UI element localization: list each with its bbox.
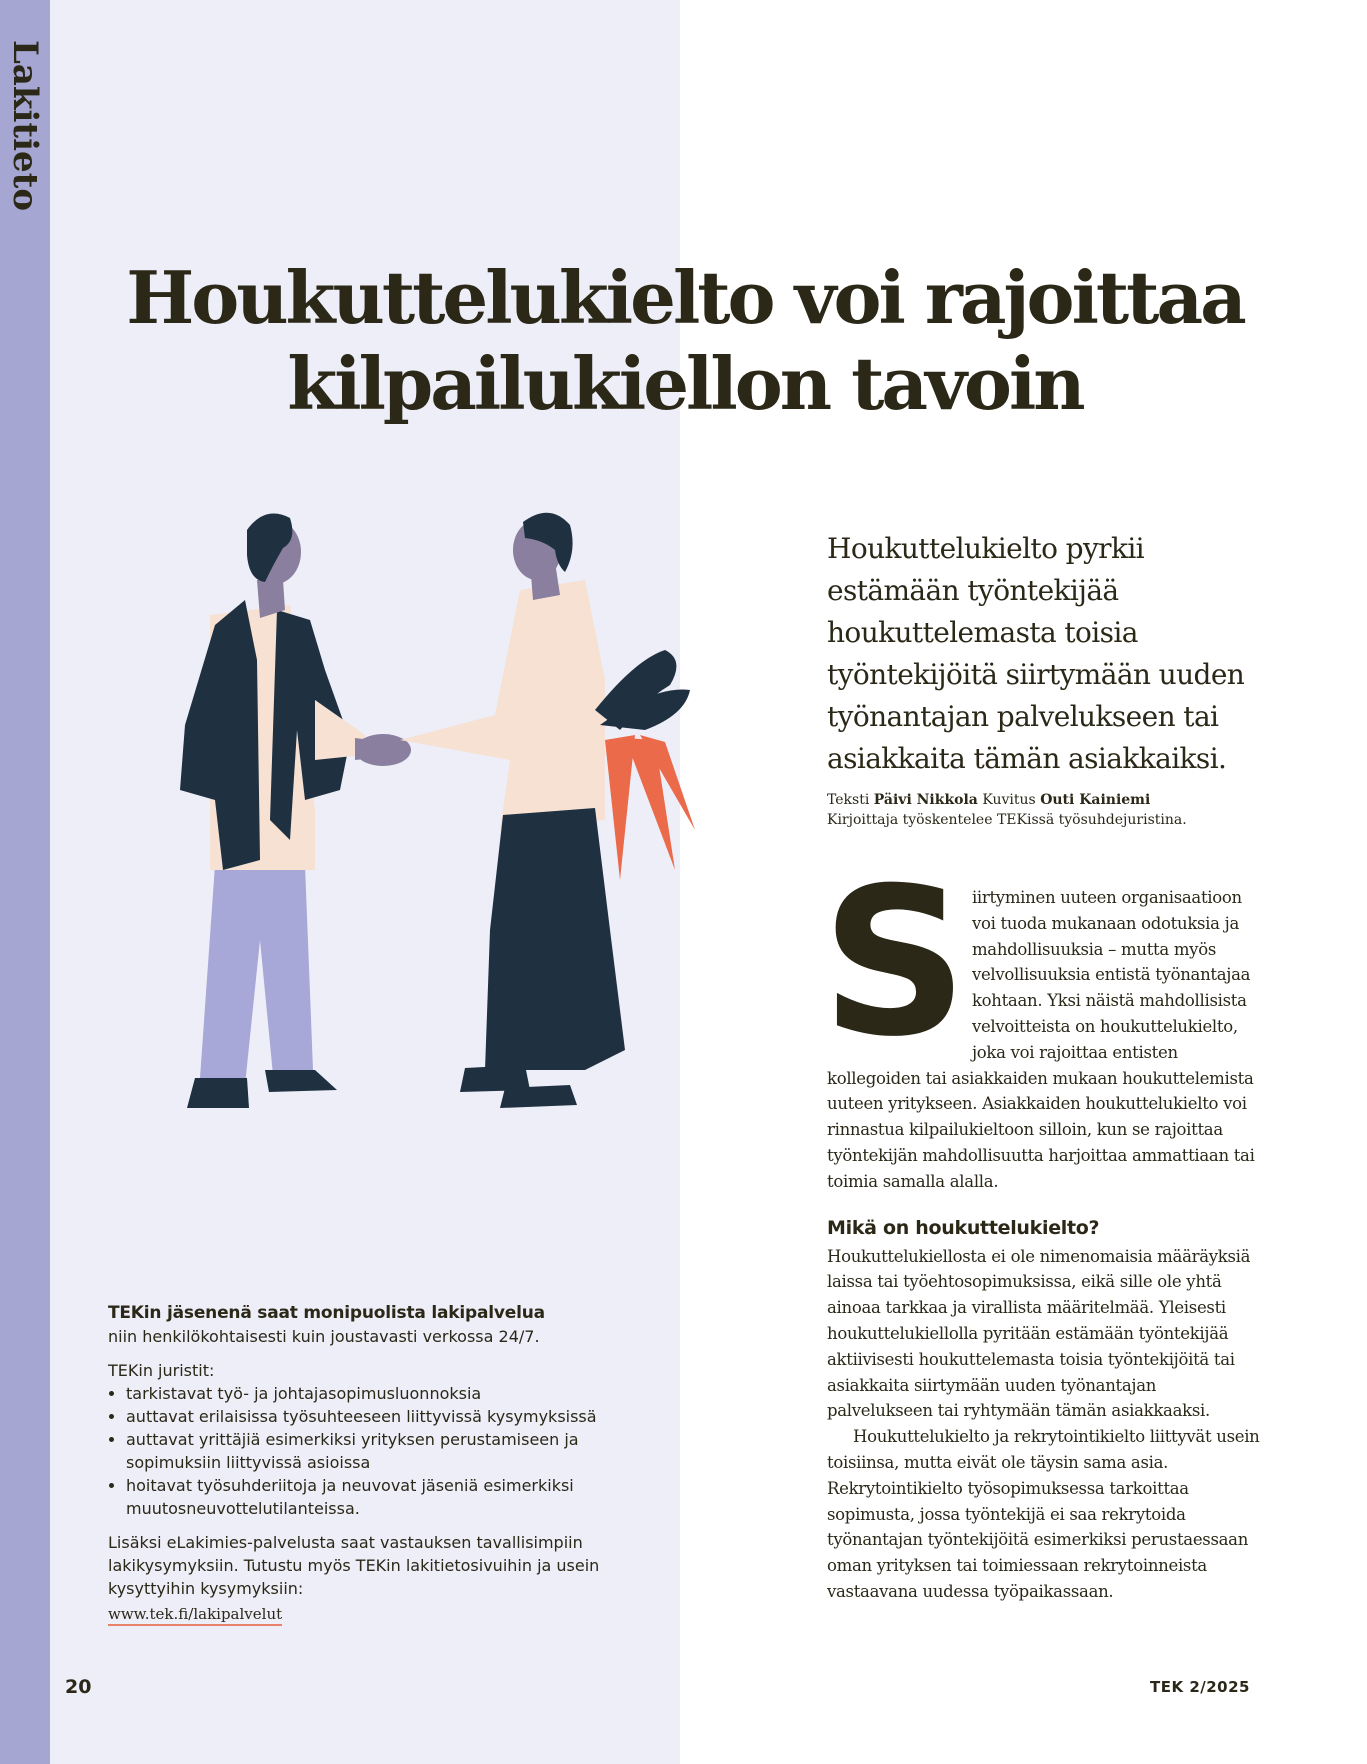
list-item: • hoitavat työsuhderiitoja ja neuvovat jäseniä esimerkiksi muutosneuvottelutilanteissa. bbox=[126, 1474, 628, 1520]
list-item: • auttavat yrittäjiä esimerkiksi yrityksen perustamiseen ja sopimuksiin liittyvissä asioissa bbox=[126, 1428, 628, 1474]
body-paragraph-1-text: iirtyminen uuteen organisaatioon voi tuoda mukanaan odotuksia ja mahdollisuuksia – mutta myös velvollisuuksia entistä työnantajaa kohtaan. Yksi näistä mahdollisista velvoitteista on houkuttelukielto, joka voi rajoittaa entisten kollegoiden tai asiakkaiden mukaan houkuttelemista uuteen yritykseen. Asiakkaiden houkuttelukielto voi rinnastua kilpailukieltoon silloin, kun se rajoittaa työntekijän mahdollisuutta harjoittaa ammattiaan tai toimia samalla alalla. bbox=[827, 888, 1255, 1191]
text-label: Teksti bbox=[827, 792, 870, 808]
body-paragraph-2: Houkuttelukiellosta ei ole nimenomaisia määräyksiä laissa tai työehtosopimuksissa, eikä sille ole yhtä ainoaa tarkkaa ja virallista määritelmää. Yleisesti houkuttelukiellolla pyritään estämään työntekijää aktiivisesti houkuttelemasta toisia työntekijöitä tai asiakkaita siirtymään uuden työnantajan palvelukseen tai ryhtymään tämän asiakkaaksi. bbox=[827, 1246, 1251, 1421]
handshake-illustration bbox=[165, 510, 775, 1210]
infobox-extra: Lisäksi eLakimies-palvelusta saat vastauksen tavallisimpiin lakikysymyksiin. Tutustu myös TEKin lakitietosivuihin ja usein kysyttyihin kysymyksiin: bbox=[108, 1533, 600, 1598]
subheading: Mikä on houkuttelukielto? bbox=[827, 1216, 1100, 1239]
handshake-hands bbox=[355, 734, 411, 766]
infobox-subtitle: niin henkilökohtaisesti kuin joustavasti verkossa 24/7. bbox=[108, 1327, 540, 1346]
right-person-figure bbox=[400, 513, 625, 1108]
credits-line bbox=[827, 790, 1267, 810]
article-body bbox=[821, 845, 1262, 1605]
list-item: • tarkistavat työ- ja johtajasopimusluonnoksia bbox=[126, 1382, 628, 1405]
infobox-list bbox=[108, 1382, 628, 1520]
magazine-issue: TEK 2/2025 bbox=[1150, 1678, 1250, 1696]
section-label: Lakitieto bbox=[5, 40, 45, 212]
list-item: • auttavat erilaisissa työsuhteeseen liittyvissä kysymyksissä bbox=[126, 1405, 628, 1428]
infobox-juristit-label: TEKin juristit: bbox=[108, 1361, 215, 1380]
lakipalvelut-link[interactable]: www.tek.fi/lakipalvelut bbox=[108, 1604, 282, 1626]
body-paragraph-3: Houkuttelukielto ja rekrytointikielto liittyvät usein toisiinsa, mutta eivät ole täysin sama asia. Rekrytointikielto työsopimuksessa tarkoittaa sopimusta, jossa työntekijä ei saa rekrytoida työnantajan työntekijöitä esimerkiksi perustaessaan oman yrityksen tai toimiessaan rekrytoinneista vastaavana uudessa työpaikassaan. bbox=[827, 1427, 1260, 1601]
legal-services-infobox bbox=[108, 1302, 628, 1626]
author-name: Päivi Nikkola bbox=[873, 792, 978, 808]
left-person-figure bbox=[180, 514, 365, 1210]
article-lead: Houkuttelukielto pyrkii estämään työntekijää houkuttelemasta toisia työntekijöitä siirtymään uuden työnantajan palvelukseen tai asiakkaita tämän asiakkaiksi. bbox=[827, 532, 1245, 775]
drop-cap: S bbox=[821, 845, 962, 1082]
author-note: Kirjoittaja työskentelee TEKissä työsuhdejuristina. bbox=[827, 812, 1187, 828]
article-headline: Houkuttelukielto voi rajoittaa kilpailukiellon tavoin bbox=[126, 255, 1244, 426]
body-paragraph-1 bbox=[821, 845, 1262, 1195]
page-number: 20 bbox=[65, 1676, 92, 1698]
illustration-label: Kuvitus bbox=[982, 792, 1036, 808]
infobox-title: TEKin jäsenenä saat monipuolista lakipalvelua bbox=[108, 1303, 545, 1323]
side-strip bbox=[0, 0, 50, 1764]
illustrator-name: Outi Kainiemi bbox=[1040, 792, 1151, 808]
article-credits bbox=[827, 790, 1267, 830]
carrot-bunch bbox=[595, 650, 695, 880]
